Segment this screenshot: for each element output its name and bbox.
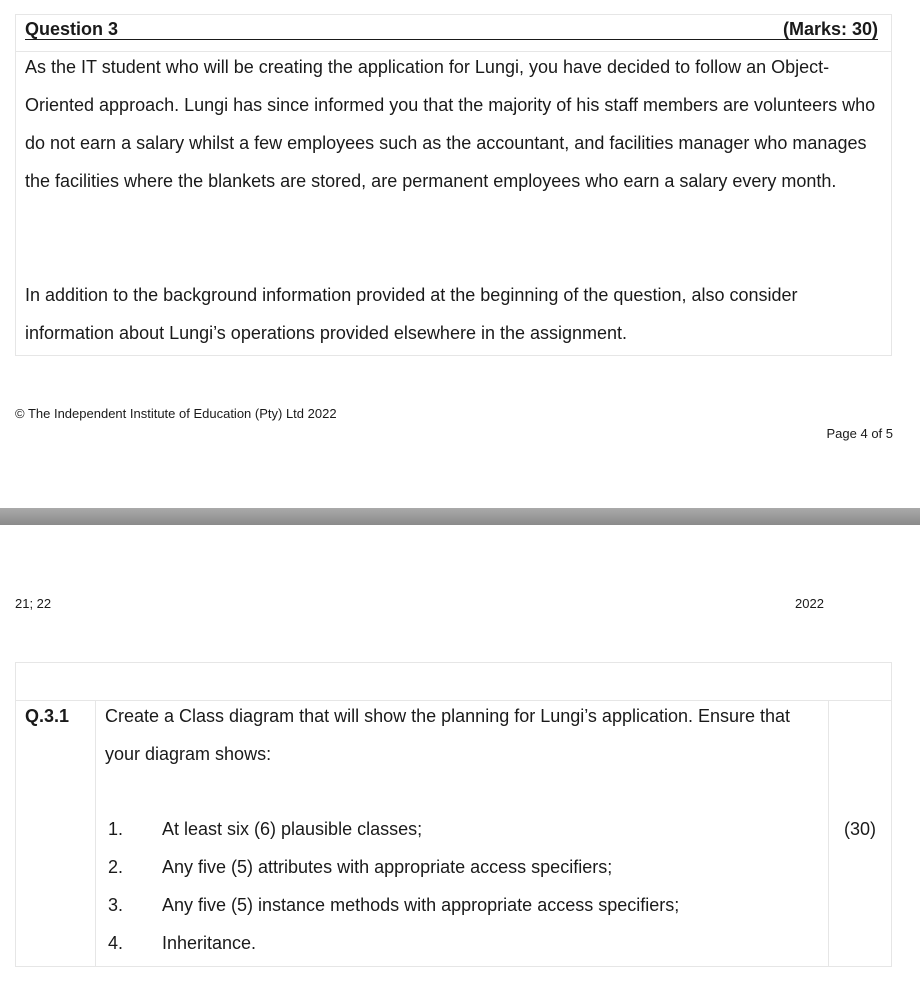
- page-number: Page 4 of 5: [826, 426, 893, 441]
- list-item-text: Any five (5) instance methods with appropriate access specifiers;: [162, 895, 680, 915]
- page-header-left: 21; 22: [15, 596, 52, 611]
- header-underline: [25, 39, 878, 40]
- footer-copyright: © The Independent Institute of Education (Pty) Ltd 2022: [15, 406, 337, 421]
- page-header-year: 2022: [795, 596, 824, 611]
- page-separator: [0, 508, 920, 525]
- list-item-number: 2.: [108, 857, 124, 877]
- question-title: Question 3: [25, 19, 119, 39]
- list-item: [0, 810, 920, 848]
- list-item-text: At least six (6) plausible classes;: [162, 819, 423, 839]
- list-item-number: 4.: [108, 933, 124, 953]
- subquestion-intro: Create a Class diagram that will show the planning for Lungi’s application. Ensure that your diagram shows:: [105, 706, 791, 764]
- list-item-number: 3.: [108, 895, 124, 915]
- list-item: [0, 924, 920, 962]
- additional-info-paragraph: In addition to the background information provided at the beginning of the question, also consider information about Lungi’s operations provided elsewhere in the assignment.: [25, 285, 798, 343]
- subquestion-marks: (30): [844, 819, 877, 839]
- list-item: [0, 886, 920, 924]
- list-item-text: Inheritance.: [162, 933, 257, 953]
- subquestion-number: Q.3.1: [25, 706, 70, 726]
- list-item-number: 1.: [108, 819, 124, 839]
- question-marks: (Marks: 30): [782, 19, 878, 39]
- question-header: [15, 14, 892, 52]
- list-item: [0, 848, 920, 886]
- background-paragraph: As the IT student who will be creating the application for Lungi, you have decided to follow an Object-Oriented approach. Lungi has since informed you that the majority of his staff members are volunteers who do not earn a salary whilst a few employees such as the accountant, and facilities manager who manages the facilities where the blankets are stored, are permanent employees who earn a salary every month.: [25, 57, 876, 191]
- list-item-text: Any five (5) attributes with appropriate access specifiers;: [162, 857, 613, 877]
